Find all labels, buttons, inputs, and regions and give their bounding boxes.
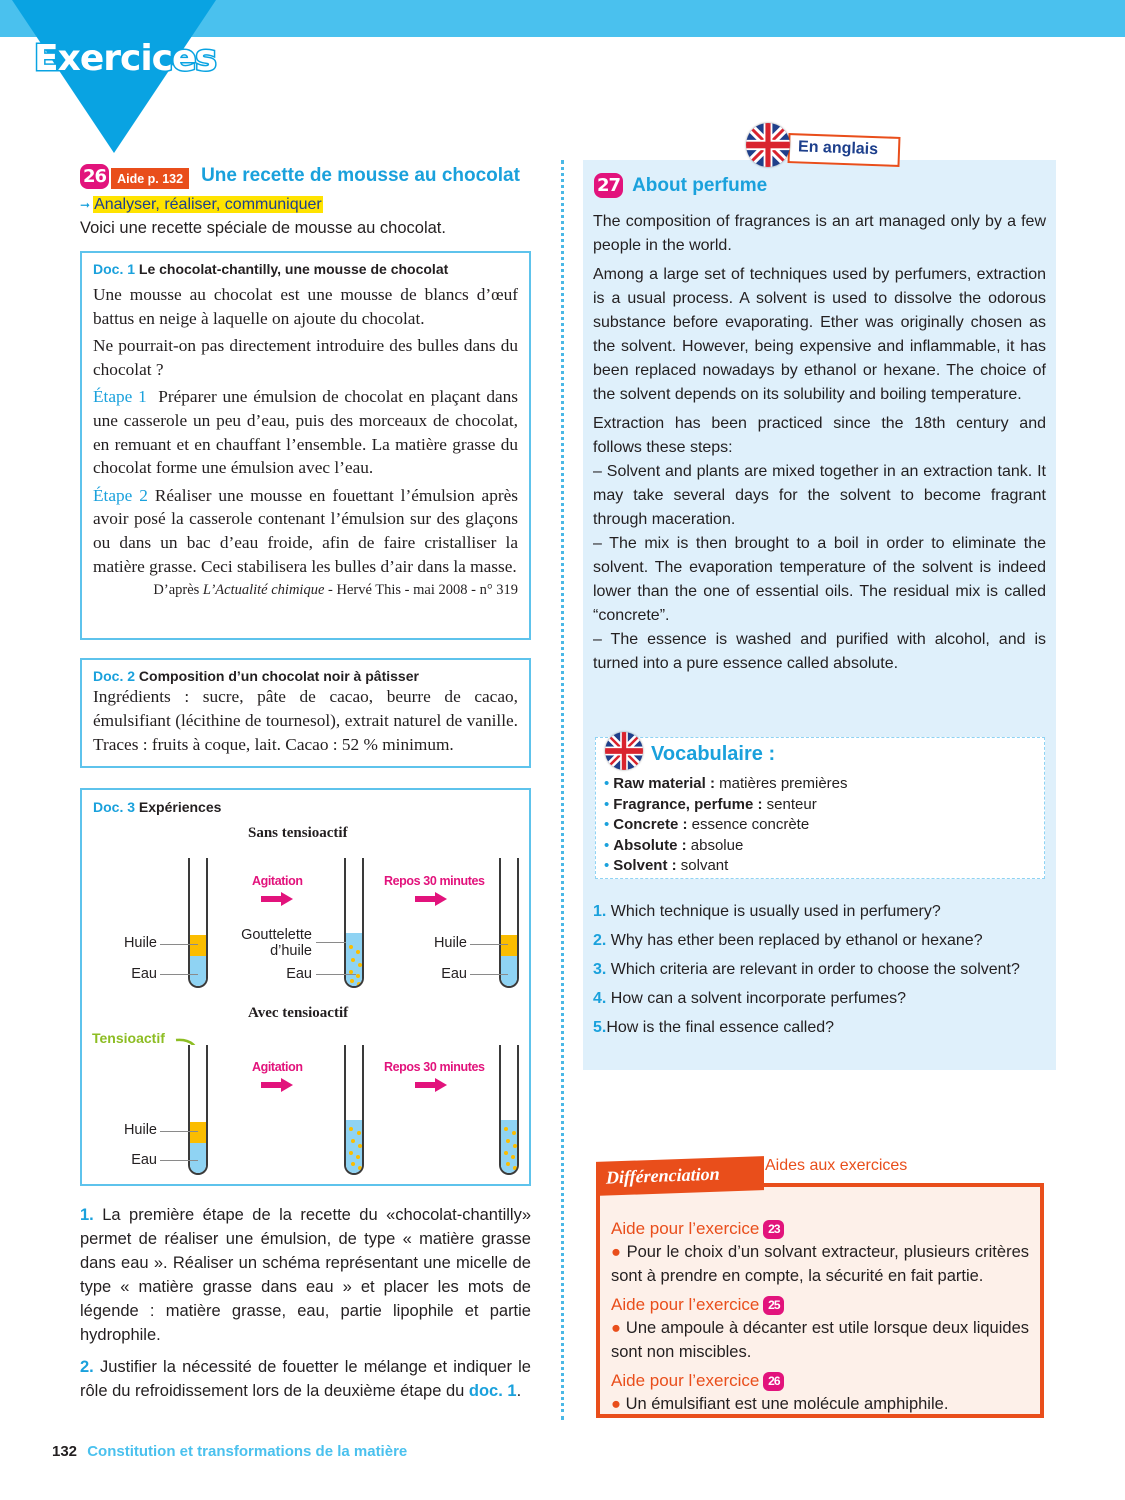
vocab-definition: matières premières [714,775,848,792]
doc-number: Doc. 3 [93,799,136,815]
vocabulary-list [604,774,848,877]
question-item [593,900,1046,924]
chapter-title: Constitution et transformations de la matière [87,1443,408,1460]
text-paragraph: Among a large set of techniques used by perfumers, extraction is a usual process. A solvent is used to dissolve the odorous substance before evaporating. Ether was originally chosen as the solvent. However, being expensive and inflammable, it has been replaced nowadays by ethanol or hexane. The choice of the solvent depends on its solubility and boiling temperature. [593,266,1046,403]
arrow-right-icon [261,892,293,906]
page-title: Exercices [34,38,216,79]
exercise-ref-badge[interactable]: 26 [763,1372,784,1391]
test-tube [499,858,519,988]
skills-line [80,196,323,214]
question-text: How is the final essence called? [606,1019,835,1036]
doc-1-paragraph: Ne pourrait-on pas directement introduire des bulles dans du chocolat ? [93,336,518,379]
exercise-intro: Voici une recette spéciale de mousse au chocolat. [80,219,446,237]
question-number: 2. [593,932,607,949]
doc-number: Doc. 2 [93,668,136,684]
step-label-repos: Repos 30 minutes [384,874,485,888]
water-layer [190,956,206,986]
doc-2-body: Ingrédients : sucre, pâte de cacao, beurre de cacao, émulsifiant (lécithine de tournesol), extrait naturel de vanille. Traces : fruits à coque, lait. Cacao : 52 % minimum. [93,687,518,754]
differenciation-box [596,1183,1044,1418]
question-number: 4. [593,990,607,1007]
leader-line [160,1160,198,1161]
aide-label: Aide pour l’exercice [611,1371,760,1390]
aide-label: Aide pour l’exercice [611,1219,760,1238]
vocabulary-title: Vocabulaire : [651,743,776,765]
text-paragraph: The composition of fragrances is an art managed only by a few people in the world. [593,213,1046,254]
uk-flag-icon [746,123,790,167]
text-paragraph: – Solvent and plants are mixed together in an extraction tank. It may take several days for the solvent to become fragrant through maceration. [593,463,1046,528]
doc-1-paragraph: Une mousse au chocolat est une mousse de blancs d’œuf battus en neige à laquelle on ajoute du chocolat. [93,285,518,328]
leader-line [470,944,508,945]
label-tensioactif: Tensioactif [92,1030,165,1046]
aide-text [611,1317,1029,1364]
question-number: 3. [593,961,607,978]
column-divider [561,160,564,1420]
doc-1-step-2 [93,484,518,578]
vocab-definition: senteur [762,795,817,813]
doc-1-body [93,283,518,578]
question-number: 1. [593,903,607,920]
arrow-right-icon [261,1078,293,1092]
aide-heading [611,1369,1029,1393]
aide-text-content: Un émulsifiant est une molécule amphiphile. [625,1395,949,1413]
question-number: 2. [80,1358,94,1376]
question-item [593,958,1046,982]
label-eau: Eau [131,966,157,982]
source-title: L’Actualité chimique [202,582,325,599]
bullet-icon: ● [611,1395,621,1413]
oil-layer [501,935,517,958]
bullet-icon: ● [611,1319,622,1337]
text-paragraph: Extraction has been practiced since the 18th century and follows these steps: [593,415,1046,456]
question-number: 5. [593,1019,607,1036]
test-tube [344,858,364,988]
label-eau: Eau [441,966,467,982]
aide-label: Aide pour l’exercice [611,1295,760,1314]
step-label-agitation: Agitation [252,1060,303,1074]
source-prefix: D’après [153,582,203,599]
skills-text: Analyser, réaliser, communiquer [94,196,322,213]
differenciation-subtitle: Aides aux exercices [765,1157,908,1174]
leader-line [160,944,198,945]
vocab-definition: solvant [676,857,729,874]
question-item [593,929,1046,953]
question-number: 1. [80,1206,94,1224]
exercise-26-heading [80,163,535,189]
exercise-number-badge: 26 [80,164,109,189]
test-tube [499,1045,519,1175]
exercise-27-questions [593,900,1046,1045]
question-item [593,1016,1046,1040]
page-number: 132 [52,1443,78,1460]
vocabulary-item [604,856,848,877]
vocab-term: Raw material : [613,775,715,792]
exercise-title: About perfume [632,174,768,196]
aide-text [611,1241,1029,1288]
leader-line [160,974,198,975]
doc-3-label [93,799,221,815]
uk-flag-graphic [746,123,790,167]
step-label: Étape 1 [93,387,147,407]
aide-heading [611,1217,1029,1241]
question-item [80,1355,531,1403]
leader-line [470,974,508,975]
question-item [593,987,1046,1011]
exercise-ref-badge[interactable]: 25 [763,1296,784,1315]
exercise-27-text [593,210,1046,676]
arrow-right-icon [415,1078,447,1092]
vocab-definition: absolue [686,836,744,854]
doc-3-diagram [80,788,531,1186]
vocab-definition: essence concrète [687,816,810,833]
question-end: . [516,1382,522,1400]
water-layer [501,956,517,986]
arrow-right-icon: ➞ [80,198,91,212]
question-text: Which criteria are relevant in order to choose the solvent? [606,961,1020,978]
label-line: Gouttelette [241,927,312,943]
doc-1-step-1 [93,385,518,479]
uk-flag-graphic [605,732,643,770]
source-suffix: - Hervé This - mai 2008 - n° 319 [324,582,518,599]
text-paragraph: – The mix is then brought to a boil in order to eliminate the solvent. The evaporation temperature of the solvent is indeed lower than the one of essential oils. The residual mix is called “concrete”. [593,535,1046,624]
doc-reference-link[interactable]: doc. 1 [468,1382,517,1400]
page-footer [52,1443,407,1460]
label-huile: Huile [123,1122,157,1138]
aide-text [611,1393,1029,1417]
question-text: Why has ether been replaced by ethanol or hexane? [606,932,983,949]
label-huile: Huile [433,935,467,951]
doc-title: Composition d’un chocolat noir à pâtisser [138,668,419,684]
aide-text-content: Pour le choix d’un solvant extracteur, plusieurs critères sont à prendre en compte, la sécurité en fait partie. [611,1243,1029,1285]
arrow-right-icon [415,892,447,906]
section-title-avec-tensioactif: Avec tensioactif [248,1005,349,1021]
doc-title: Expériences [138,799,222,815]
vocab-term: Concrete : [613,816,688,833]
exercise-ref-badge[interactable]: 23 [763,1220,784,1239]
doc-2-box [80,658,531,768]
label-eau: Eau [131,1152,157,1168]
bullet-icon: ● [611,1243,622,1261]
exercise-title: Une recette de mousse au chocolat [201,165,520,186]
exercise-27-heading [594,173,767,198]
doc-1-source [93,582,518,599]
label-gouttelette [220,927,312,959]
text-paragraph: – The essence is washed and purified with alcohol, and is turned into a pure essence called absolute. [593,631,1046,672]
test-tube [188,1045,208,1175]
vocab-term: Absolute : [613,836,687,854]
question-text: La première étape de la recette du «chocolat-chantilly» permet de réaliser une émulsion, de type « matière grasse dans eau ». Réaliser un schéma représentant une micelle de type « matière grasse dans eau » et placer les mots de légende : matière grasse, eau, partie lipophile et partie hydrophile. [80,1206,531,1344]
leader-line [316,974,356,975]
vocabulary-item [604,815,848,836]
question-text: How can a solvent incorporate perfumes? [606,990,907,1007]
vocab-term: Solvent : [613,857,677,874]
label-line: d’huile [270,943,312,959]
leader-line [316,942,346,943]
aide-text-content: Une ampoule à décanter est utile lorsque deux liquides sont non miscibles. [611,1319,1029,1361]
doc-1-box [80,251,531,640]
step-text: Préparer une émulsion de chocolat en plaçant dans une casserole un peu d’eau, puis des morceaux de chocolat, en remuant et en chauffant l’ensemble. La matière grasse du chocolat forme une émulsion avec l’eau. [93,387,519,478]
question-text: Which technique is usually used in perfumery? [606,903,941,920]
exercise-number-badge: 27 [594,173,623,198]
doc-title: Le chocolat-chantilly, une mousse de chocolat [138,261,449,277]
doc-number: Doc. 1 [93,261,136,277]
test-tube [344,1045,364,1175]
step-text: Réaliser une mousse en fouettant l’émulsion après avoir posé la casserole contenant l’émulsion sur des glaçons ou dans un bac d’eau froide, afin de faire cristalliser la matière grasse. Ceci stabilisera les bulles d’air dans la masse. [93,485,518,576]
step-label-repos: Repos 30 minutes [384,1060,485,1074]
water-layer [190,1143,206,1173]
label-eau: Eau [286,966,312,982]
question-item [80,1203,531,1347]
test-tube [188,858,208,988]
doc-1-label [93,261,518,277]
vocabulary-item [604,774,848,795]
uk-flag-icon [605,732,643,770]
aide-link-tag[interactable]: Aide p. 132 [111,168,189,189]
vocabulary-box [595,737,1045,879]
label-huile: Huile [123,935,157,951]
vocabulary-item [604,795,848,816]
differenciation-tab: Différenciation [596,1156,764,1196]
vocab-term: Fragrance, perfume : [613,795,763,813]
en-anglais-tag: En anglais [788,133,901,167]
oil-layer [190,1122,206,1145]
leader-line [160,1131,198,1132]
vocabulary-item [604,836,848,857]
section-title-sans-tensioactif: Sans tensioactif [248,825,348,841]
question-text: Justifier la nécessité de fouetter le mélange et indiquer le rôle du refroidissement lors de la deuxième étape du [80,1358,531,1400]
exercise-26-questions [80,1203,531,1411]
step-label: Étape 2 [93,485,148,505]
aide-heading [611,1293,1029,1317]
step-label-agitation: Agitation [252,874,303,888]
oil-layer [190,935,206,958]
doc-2-label [93,668,518,684]
